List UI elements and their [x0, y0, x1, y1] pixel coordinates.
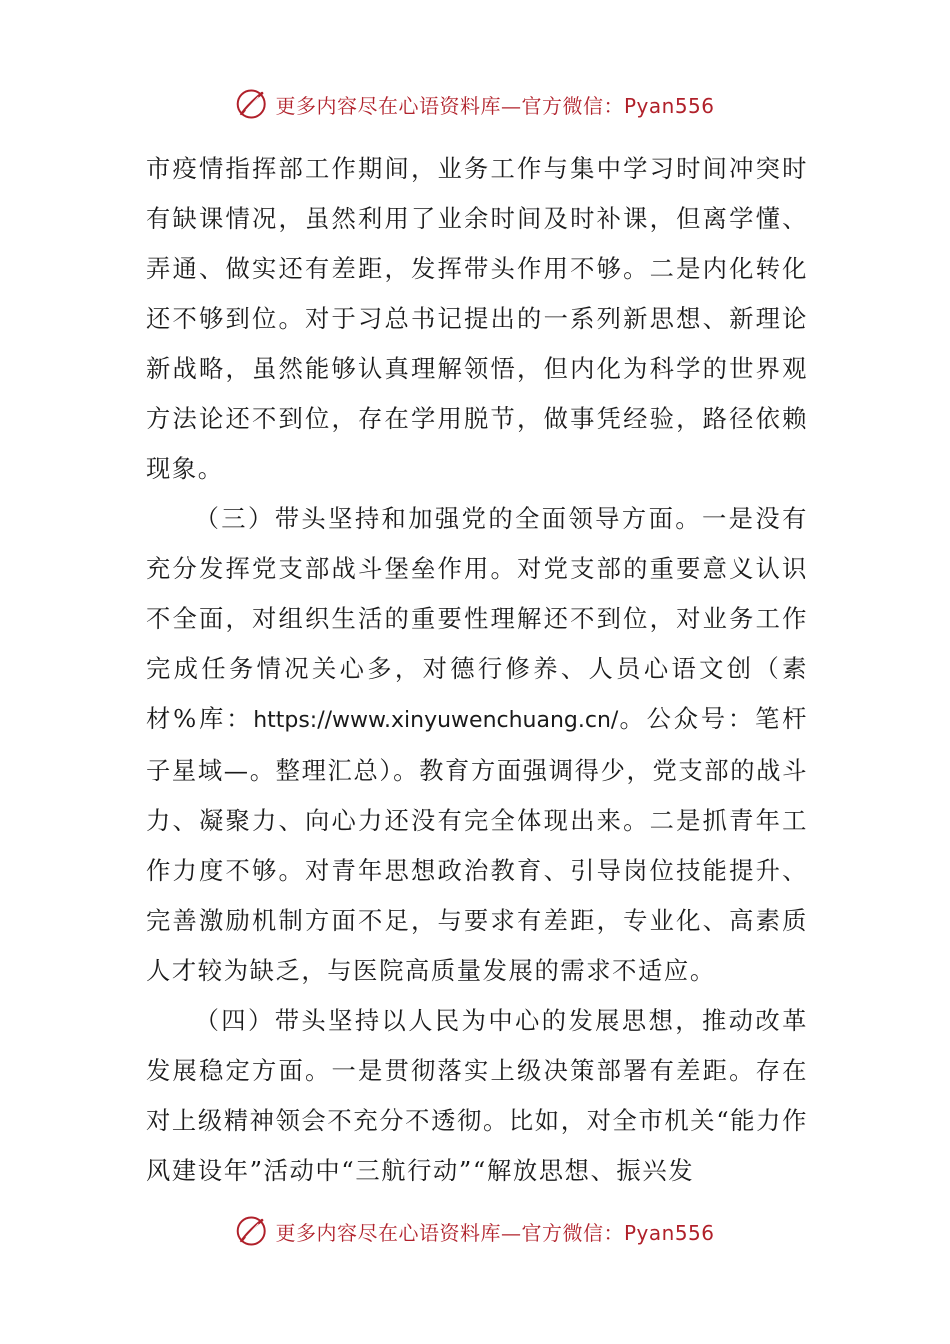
footer-banner: [0, 1211, 950, 1251]
header-banner-text: [275, 90, 714, 119]
paragraph-section-four: （四）带头坚持以人民为中心的发展思想，推动改革发展稳定方面。一是贯彻落实上级决策部署有差距。存在对上级精神领会不充分不透彻。比如，对全市机关“能力作风建设年”活动中“三航行动”“解放思想、振兴发: [146, 1006, 808, 1185]
header-banner-cn: 更多内容尽在心语资料库—官方微信：: [275, 93, 624, 118]
paragraph-continuation: 市疫情指挥部工作期间，业务工作与集中学习时间冲突时有缺课情况，虽然利用了业余时间及时补课，但离学懂、弄通、做实还有差距，发挥带头作用不够。二是内化转化还不够到位。对于习总书记提出的一系列新思想、新理论新战略，虽然能够认真理解领悟，但内化为科学的世界观方法论还不到位，存在学用脱节，做事凭经验，路径依赖现象。: [146, 154, 808, 483]
pen-logo-icon: [235, 1213, 271, 1249]
footer-banner-text: [275, 1217, 714, 1246]
header-banner-id: Pyan556: [623, 93, 715, 118]
document-body: [146, 144, 808, 1196]
pen-logo-icon: [235, 86, 271, 122]
paragraph-section-three-text: （三）带头坚持和加强党的全面领导方面。一是没有充分发挥党支部战斗堡垒作用。对党支部的重要意义认识不全面，对组织生活的重要性理解还不到位，对业务工作完成任务情况关心多，对德行修养、人员心语文创（素材%库：: [146, 504, 808, 733]
source-url: https://www.xinyuwenchuang.cn/: [253, 708, 619, 733]
footer-banner-cn: 更多内容尽在心语资料库—官方微信：: [275, 1220, 624, 1245]
header-banner: [0, 84, 950, 124]
paragraph-section-three-rest: 。公众号：笔杆子星域—。整理汇总）。教育方面强调得少，党支部的战斗力、凝聚力、向心力还没有完全体现出来。二是抓青年工作力度不够。对青年思想政治教育、引导岗位技能提升、完善激励机制方面不足，与要求有差距，专业化、高素质人才较为缺乏，与医院高质量发展的需求不适应。: [146, 704, 808, 985]
paragraph-section-three: [146, 494, 808, 996]
footer-banner-id: Pyan556: [623, 1220, 715, 1245]
